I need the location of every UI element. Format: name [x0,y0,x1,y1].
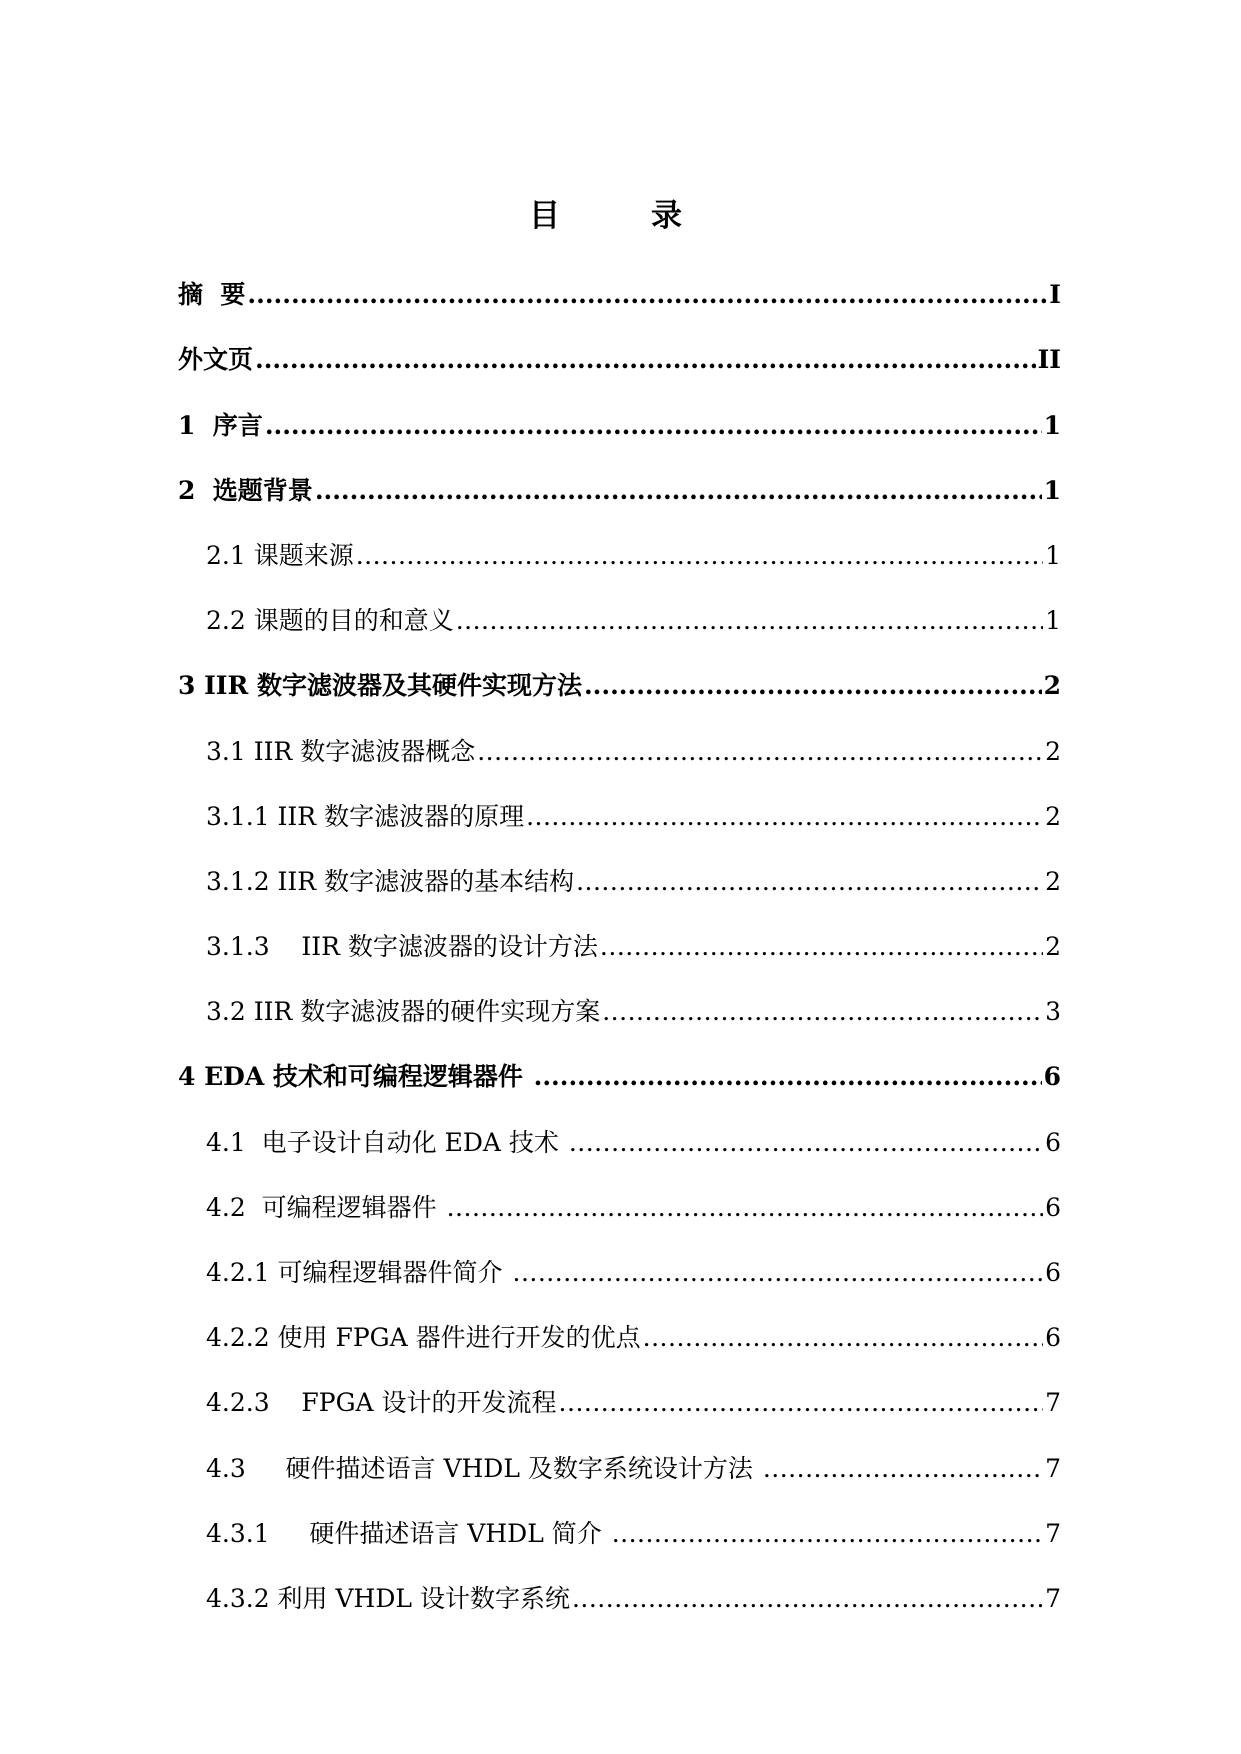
toc-entry[interactable] [178,1172,1061,1237]
toc-dot-leader [534,1062,1042,1092]
toc-dot-leader [569,1128,1043,1158]
toc-entry[interactable] [178,911,1061,976]
toc-dot-leader [255,345,1036,375]
toc-entry-label: 2 选题背景 [178,475,313,505]
toc-entry[interactable] [178,455,1061,520]
toc-dot-leader [456,606,1043,636]
toc-entry[interactable] [178,976,1061,1041]
toc-entry-page-number: 2 [1045,801,1061,831]
toc-dot-leader [265,411,1042,441]
toc-entry-label: 4 EDA 技术和可编程逻辑器件 [178,1062,532,1092]
toc-entry-label: 3.1 IIR 数字滤波器概念 [206,736,476,766]
toc-entry-label: 4.2.1 可编程逻辑器件简介 [206,1258,511,1287]
toc-entry[interactable] [178,1041,1061,1106]
toc-dot-leader [526,802,1043,832]
toc-entry-page-number: 6 [1045,1192,1061,1222]
toc-entry[interactable] [178,1498,1061,1563]
toc-dot-leader [559,1388,1044,1418]
toc-entry-label: 2.2 课题的目的和意义 [206,606,454,636]
toc-entry[interactable] [178,324,1061,389]
toc-entry-label: 3 IIR 数字滤波器及其硬件实现方法 [178,671,582,701]
toc-entry-page-number: 1 [1045,540,1061,570]
toc-entry[interactable] [178,1237,1061,1302]
toc-title: 目 录 [529,198,712,234]
toc-entry[interactable] [178,781,1061,846]
toc-dot-leader [602,997,1043,1027]
toc-entry-label: 3.2 IIR 数字滤波器的硬件实现方案 [206,997,601,1027]
toc-entry-page-number: 2 [1045,736,1061,766]
toc-dot-leader [315,476,1042,506]
toc-entry[interactable] [178,1367,1061,1432]
toc-dot-leader [513,1258,1044,1288]
toc-dot-leader [612,1519,1043,1549]
toc-entry-page-number: 6 [1045,1258,1061,1287]
toc-entry-label: 2.1 课题来源 [206,540,354,570]
toc-entry-label: 4.3 硬件描述语言 VHDL 及数字系统设计方法 [206,1453,761,1483]
toc-entry[interactable] [178,520,1061,585]
toc-entry-page-number: 2 [1043,671,1061,701]
toc-entry-label: 4.1 电子设计自动化 EDA 技术 [206,1127,567,1157]
table-of-contents [178,259,1061,1628]
toc-dot-leader [576,867,1043,897]
toc-entry-page-number: 3 [1045,997,1061,1027]
toc-dot-leader [356,541,1043,571]
toc-entry-page-number: II [1037,345,1061,375]
toc-entry-label: 4.2.3 FPGA 设计的开发流程 [206,1388,557,1418]
toc-entry[interactable] [178,715,1061,780]
toc-entry[interactable] [178,389,1061,454]
toc-entry-page-number: 1 [1045,606,1061,636]
toc-entry-label: 3.1.2 IIR 数字滤波器的基本结构 [206,866,575,896]
toc-entry[interactable] [178,1432,1061,1497]
toc-dot-leader [763,1454,1043,1484]
toc-entry[interactable] [178,585,1061,650]
toc-entry-label: 4.2.2 使用 FPGA 器件进行开发的优点 [206,1323,641,1353]
toc-dot-leader [600,932,1043,962]
toc-dot-leader [572,1584,1043,1614]
toc-entry-page-number: 1 [1043,475,1061,505]
toc-entry[interactable] [178,1563,1061,1628]
toc-entry-page-number: 6 [1045,1127,1061,1157]
toc-entry-label: 3.1.3 IIR 数字滤波器的设计方法 [206,932,598,962]
toc-dot-leader [247,280,1047,310]
toc-entry-label: 4.3.2 利用 VHDL 设计数字系统 [206,1583,570,1613]
toc-entry-label: 1 序言 [178,410,263,440]
toc-dot-leader [447,1193,1043,1223]
toc-entry-page-number: 2 [1045,932,1061,962]
toc-entry-page-number: 6 [1045,1323,1061,1353]
toc-entry[interactable] [178,1106,1061,1171]
toc-entry-page-number: 7 [1045,1583,1061,1613]
toc-dot-leader [584,671,1042,701]
toc-entry-page-number: 7 [1045,1388,1061,1418]
toc-entry-page-number: 1 [1043,410,1061,440]
toc-entry[interactable] [178,1302,1061,1367]
toc-entry-page-number: 6 [1043,1062,1061,1092]
toc-entry-label: 外文页 [178,345,254,375]
toc-entry[interactable] [178,846,1061,911]
toc-entry[interactable] [178,650,1061,715]
toc-entry-page-number: I [1049,280,1061,310]
toc-entry-label: 3.1.1 IIR 数字滤波器的原理 [206,801,525,831]
toc-entry-page-number: 7 [1045,1518,1061,1548]
toc-entry-label: 4.3.1 硬件描述语言 VHDL 简介 [206,1518,610,1548]
toc-entry-label: 4.2 可编程逻辑器件 [206,1192,445,1222]
toc-entry-label: 摘 要 [178,280,246,310]
toc-dot-leader [477,737,1043,767]
toc-entry[interactable] [178,259,1061,324]
toc-dot-leader [643,1323,1043,1353]
toc-entry-page-number: 2 [1045,866,1061,896]
toc-entry-page-number: 7 [1045,1453,1061,1483]
